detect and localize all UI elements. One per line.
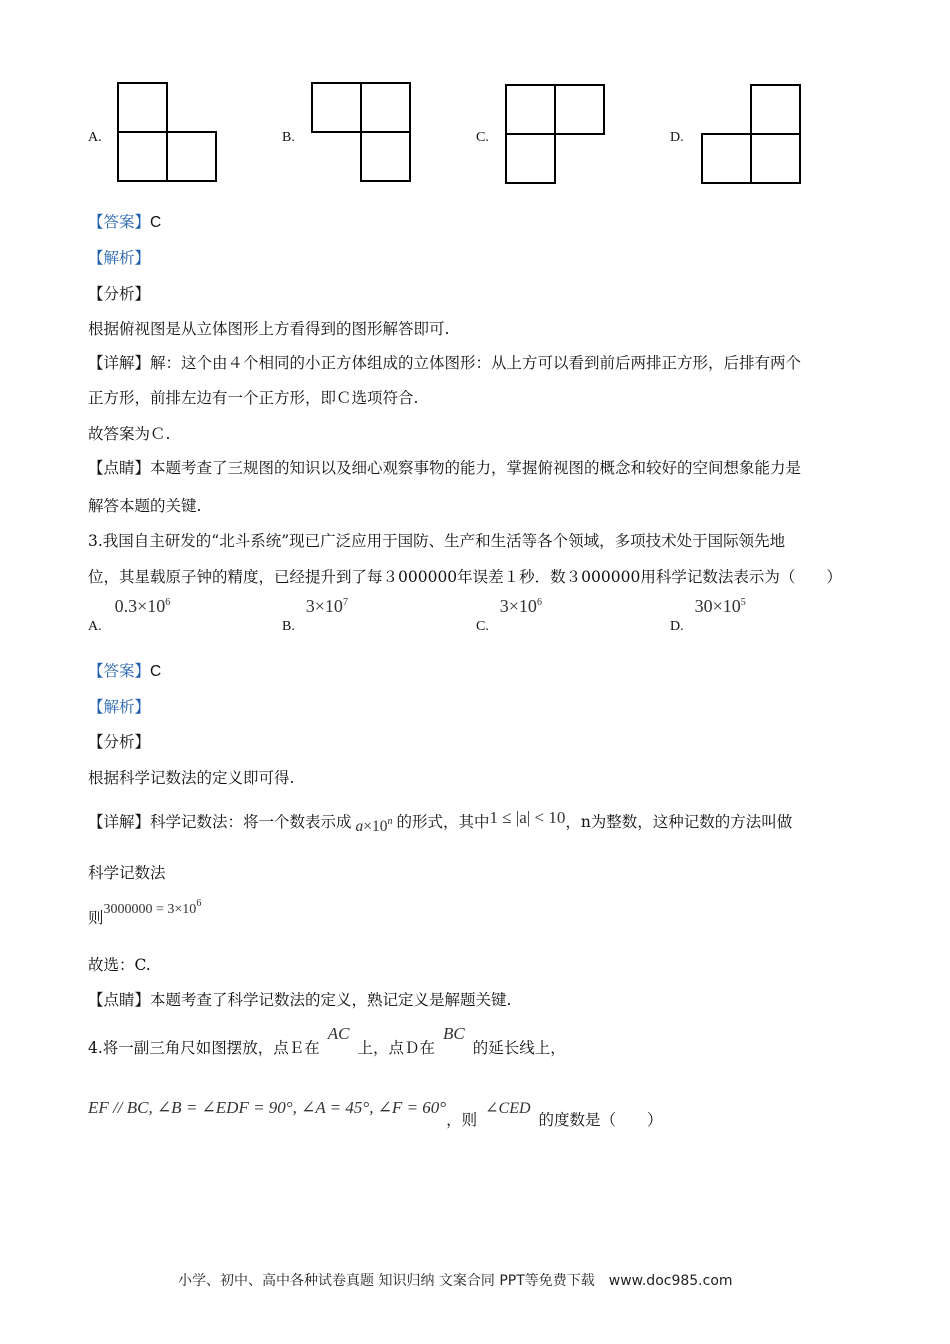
q3-answer — [88, 659, 161, 681]
q4-stem: 4.将一副三角尺如图摆放，点Ｅ在AC上，点Ｄ在BC的延长线上， — [88, 1024, 566, 1057]
q3-stem: 位，其星载原子钟的精度，已经提升到了每３000000年误差１秒．数３000000用科学记数法表示为（ ） — [88, 568, 842, 586]
detail-tag: 【详解】 — [88, 354, 151, 372]
q3-option-d: D. $30\times 10^5$ — [670, 596, 746, 634]
detail-tag: 【详解】 — [88, 813, 151, 831]
option-a-label: A. — [88, 130, 102, 145]
fenxi-tag: 【分析】 — [88, 285, 151, 303]
q4-conditions: EF // BC, ∠B = ∠EDF = 90°, ∠A = 45°, ∠F = 60°，则∠CED的度数是（ ） — [88, 1098, 663, 1129]
detail-line: 故答案为Ｃ. — [88, 425, 171, 443]
answer-tag: 【答案】 — [88, 213, 151, 231]
option-b-label: B. — [282, 130, 295, 145]
fenxi-tag: 【分析】 — [88, 733, 151, 751]
option-d-figure — [701, 84, 803, 186]
detail-line: 【详解】解：这个由４个相同的小正方体组成的立体图形：从上方可以看到前后两排正方形，后排有两个 — [88, 354, 802, 372]
fenxi-text: 根据科学记数法的定义即可得. — [88, 769, 295, 787]
comment-tag: 【点睛】 — [88, 991, 151, 1009]
option-d-label: D. — [670, 130, 684, 145]
comment-line: 解答本题的关键. — [88, 497, 202, 515]
option-c-label: C. — [476, 130, 489, 145]
detail-line: 科学记数法 — [88, 864, 166, 882]
analysis-tag: 【解析】 — [88, 698, 151, 716]
option-c-figure — [505, 84, 607, 186]
comment-tag: 【点睛】 — [88, 459, 151, 477]
q3-detail: 【详解】科学记数法：将一个数表示成 $a\times 10^n$ 的形式，其中1 ≤ |a| < 10，n为整数，这种记数的方法叫做 — [88, 808, 793, 835]
analysis-tag: 【解析】 — [88, 249, 151, 267]
choose-line: 故选：C. — [88, 956, 151, 974]
detail-line: 正方形，前排左边有一个正方形，即Ｃ选项符合. — [88, 389, 419, 407]
comment-line: 【点睛】本题考查了科学记数法的定义，熟记定义是解题关键. — [88, 991, 512, 1009]
q3-option-a: A. $0.3\times 10^6$ — [88, 596, 171, 634]
footer-text: 小学、初中、高中各种试卷真题 知识归纳 文案合同 PPT等免费下载 www.doc985.com — [178, 1273, 733, 1289]
q3-option-c: C. $3\times 10^6$ — [476, 596, 542, 634]
answer-value: C — [150, 663, 162, 680]
q2-answer — [88, 210, 161, 232]
answer-tag: 【答案】 — [88, 662, 151, 680]
q3-option-b: B. $3\times 10^7$ — [282, 596, 348, 634]
q3-stem: 3.我国自主研发的“北斗系统”现已广泛应用于国防、生产和生活等各个领域，多项技术处于国际领先地 — [88, 532, 786, 550]
option-a-figure — [117, 82, 219, 184]
option-b-figure — [311, 82, 413, 184]
then-line: 则$3000000 = 3\times 10^6$ — [88, 898, 202, 927]
comment-line: 【点睛】本题考查了三规图的知识以及细心观察事物的能力，掌握俯视图的概念和较好的空间想象能力是 — [88, 459, 802, 477]
fenxi-text: 根据俯视图是从立体图形上方看得到的图形解答即可. — [88, 320, 450, 338]
answer-value: C — [150, 214, 162, 231]
